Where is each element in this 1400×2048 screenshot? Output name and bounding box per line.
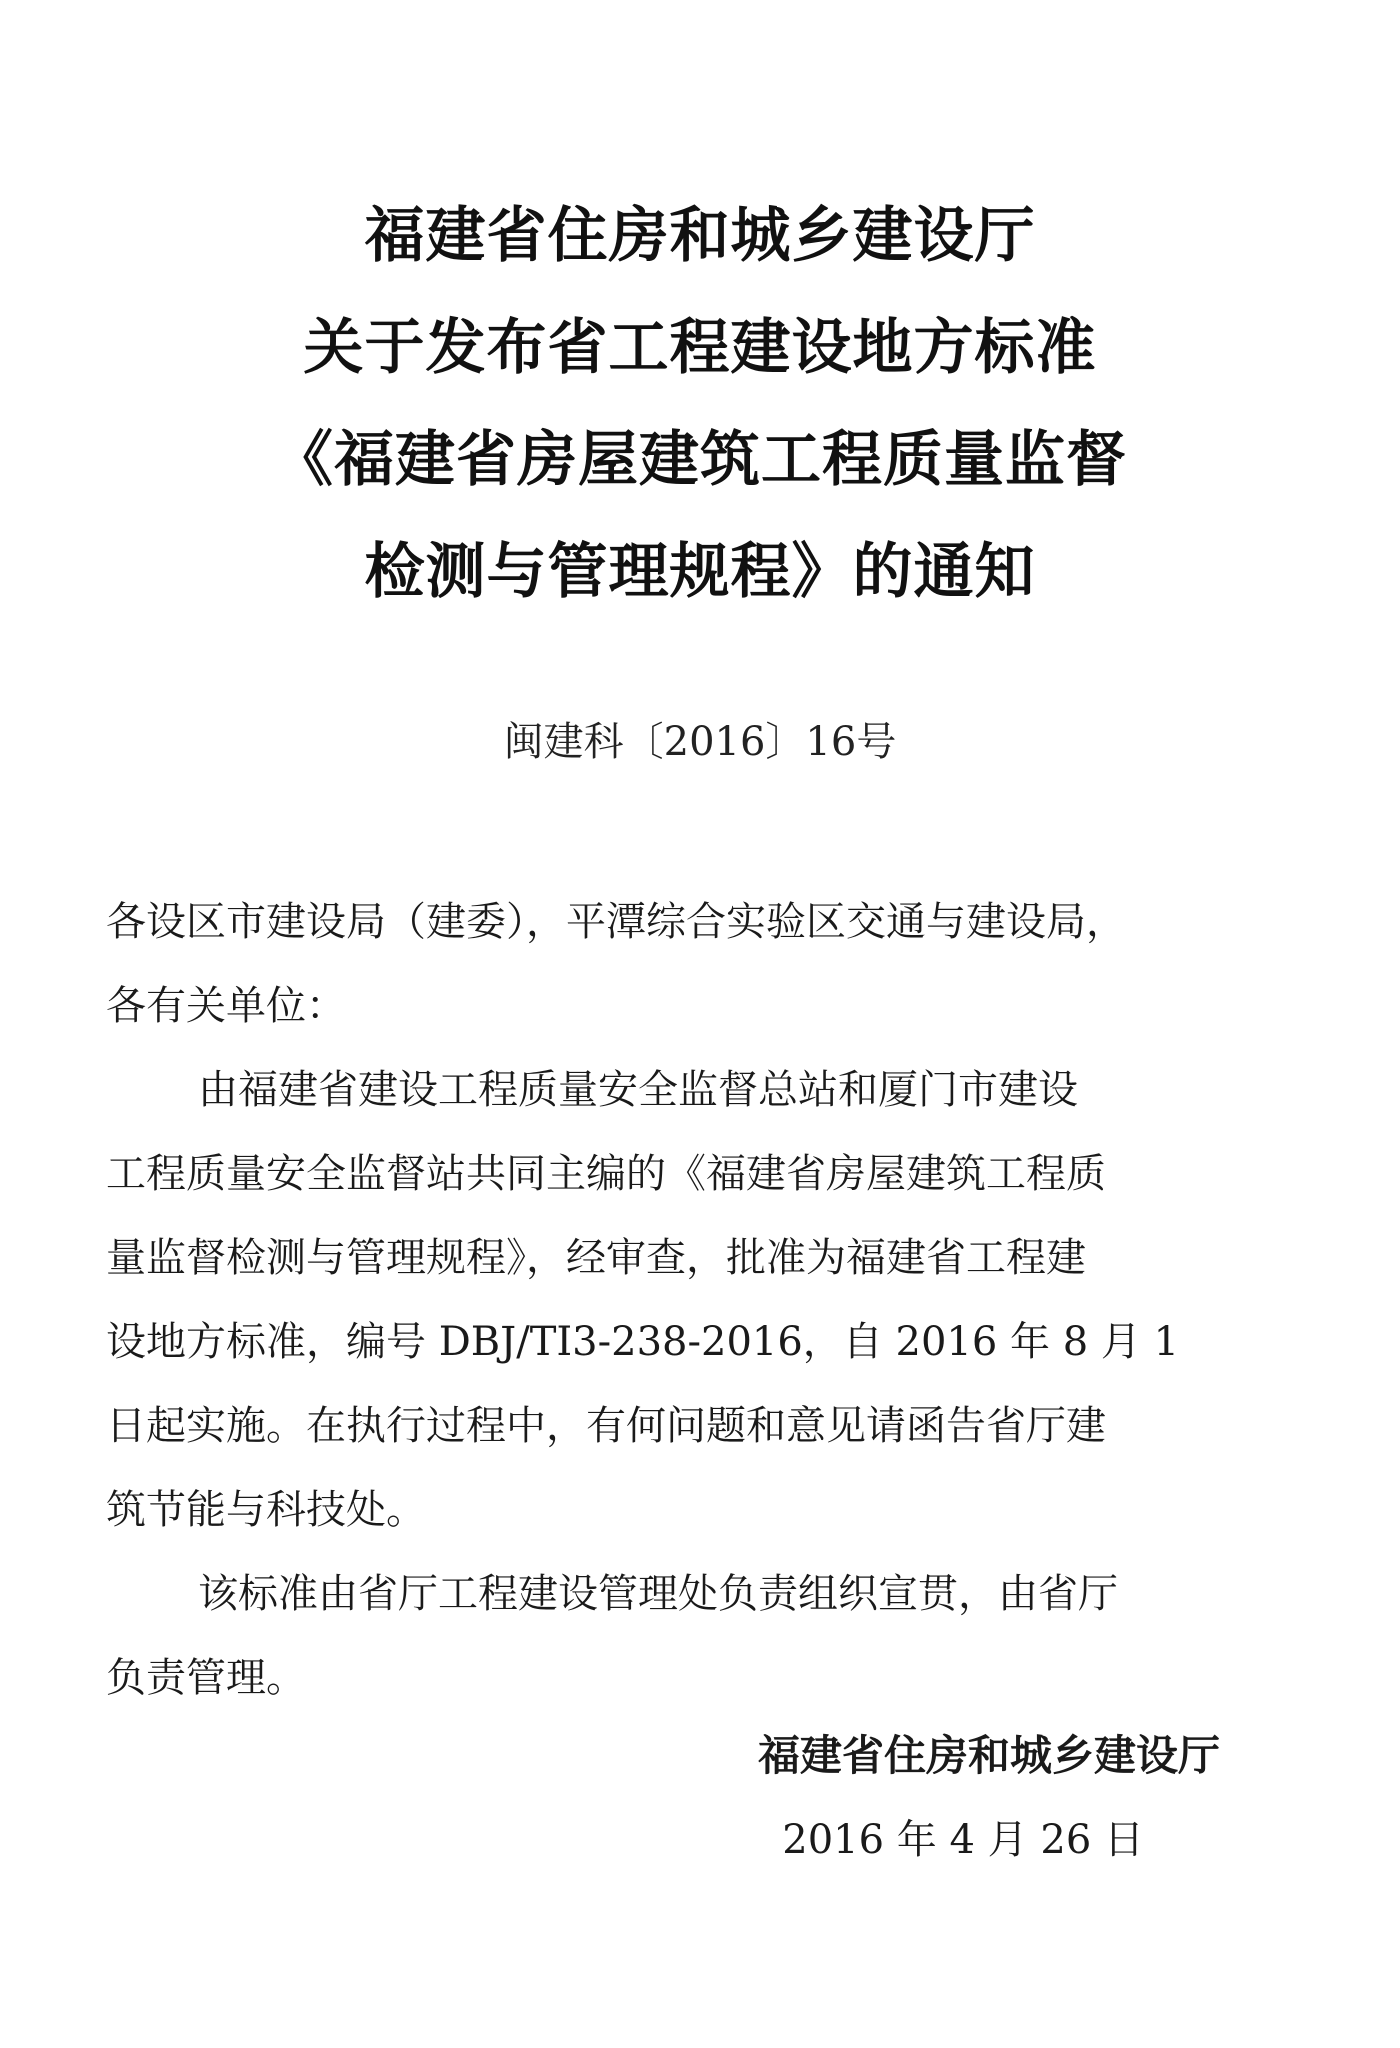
title-line-2: 关于发布省工程建设地方标准 (303, 313, 1097, 383)
body-line-8: 负责管理。 (106, 1655, 306, 1701)
title-line-4: 检测与管理规程》的通知 (364, 537, 1036, 607)
issuer-signature: 福建省住房和城乡建设厅 (757, 1731, 1220, 1780)
recipient-line-1: 各设区市建设局（建委），平潭综合实验区交通与建设局， (106, 899, 1126, 945)
document-number: 闽建科〔2016〕16号 (503, 719, 897, 765)
body-line-4: 设地方标准，编号 DBJ/TI3-238-2016，自 2016 年 8 月 1 (106, 1319, 1180, 1365)
document-title (0, 180, 1400, 628)
recipient-line-2: 各有关单位： (106, 983, 346, 1029)
body-line-1: 由福建省建设工程质量安全监督总站和厦门市建设 (198, 1067, 1078, 1113)
body-line-6: 筑节能与科技处。 (106, 1487, 426, 1533)
body-line-7: 该标准由省厅工程建设管理处负责组织宣贯，由省厅 (198, 1571, 1118, 1617)
title-line-3: 《福建省房屋建筑工程质量监督 (273, 425, 1127, 495)
title-line-1: 福建省住房和城乡建设厅 (364, 201, 1036, 271)
issue-date: 2016 年 4 月 26 日 (782, 1817, 1144, 1863)
document-body (106, 880, 1226, 1720)
body-line-2: 工程质量安全监督站共同主编的《福建省房屋建筑工程质 (106, 1151, 1106, 1197)
body-line-5: 日起实施。在执行过程中，有何问题和意见请函告省厅建 (106, 1403, 1106, 1449)
body-line-3: 量监督检测与管理规程》，经审查，批准为福建省工程建 (106, 1235, 1086, 1281)
